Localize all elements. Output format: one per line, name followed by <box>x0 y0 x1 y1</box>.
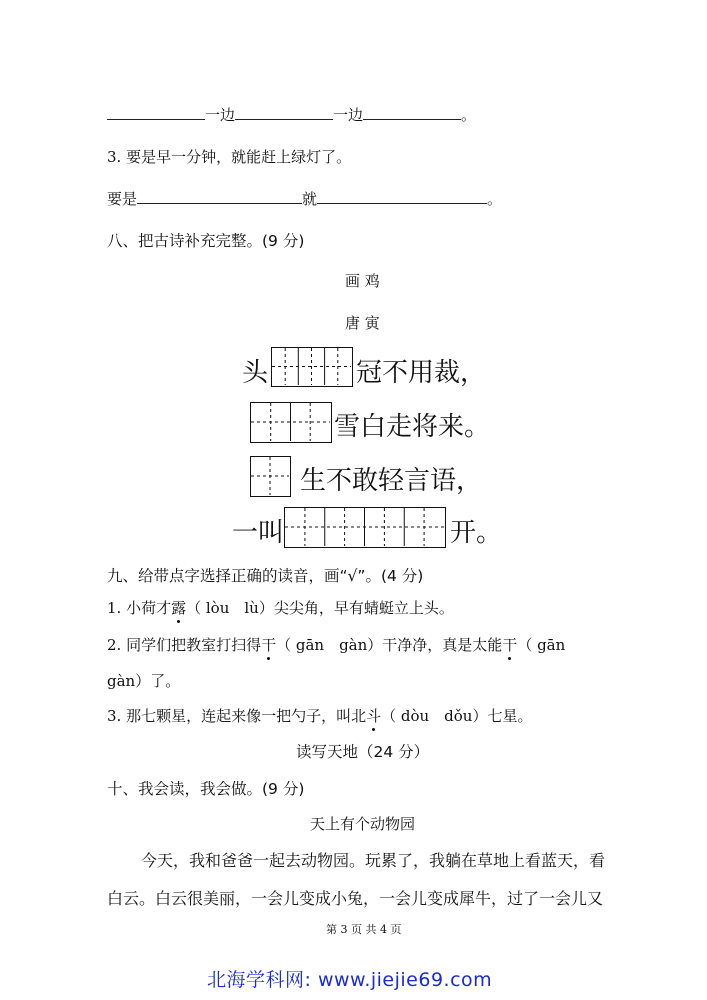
answer-blank[interactable] <box>107 105 205 120</box>
poem-line2-post: 雪白走将来。 <box>334 412 491 442</box>
q7-item3-answer: 要是 就 。 <box>107 190 503 208</box>
poem-grid-2[interactable] <box>250 402 332 443</box>
q9-item1: 1. 小荷才露（ lòu lù）尖尖角，早有蜻蜓立上头。 <box>107 599 454 617</box>
answer-blank[interactable] <box>363 105 461 120</box>
q7-line2: 一边 一边 。 <box>107 104 476 125</box>
dotted-char: 斗 <box>366 707 382 725</box>
poem-grid-4[interactable] <box>284 507 446 548</box>
passage-para2: 白云。白云很美丽，一会儿变成小兔，一会儿变成犀牛，过了一会儿又 <box>107 889 604 908</box>
dotted-char: 干 <box>261 636 277 654</box>
poem-line1-pre: 头 <box>242 358 269 388</box>
poem-grid-3[interactable] <box>271 347 353 387</box>
poem-line3-post: 生不敢轻言语， <box>300 466 483 496</box>
q10-heading: 十、我会读，我会做。(9 分) <box>107 780 305 798</box>
q9-heading: 九、给带点字选择正确的读音，画“√”。(4 分) <box>107 567 424 585</box>
dotted-char: 干 <box>502 636 518 654</box>
poem-line1-post: 冠不用裁， <box>356 358 487 388</box>
dotted-char: 露 <box>171 599 187 617</box>
answer-blank[interactable] <box>235 105 333 120</box>
passage-title: 天上有个动物园 <box>310 815 416 833</box>
poem-line4-post: 开。 <box>450 518 503 548</box>
q7-item3: 3. 要是早一分钟，就能赶上绿灯了。 <box>107 148 352 166</box>
section-title: 读写天地（24 分） <box>296 743 430 761</box>
q9-item2-cont: gàn）了。 <box>107 672 181 690</box>
page-number: 第 3 页 共 4 页 <box>326 923 402 936</box>
answer-blank[interactable] <box>137 189 302 204</box>
poem-author: 唐 寅 <box>345 314 380 332</box>
poem-grid-1[interactable] <box>250 456 291 497</box>
passage-para1: 今天，我和爸爸一起去动物园。玩累了，我躺在草地上看蓝天，看 <box>141 851 606 870</box>
poem-line4-pre: 一叫 <box>232 518 285 548</box>
q9-item3: 3. 那七颗星，连起来像一把勺子，叫北斗（ dòu dǒu）七星。 <box>107 707 533 725</box>
site-watermark[interactable]: 北海学科网: www.jiejie69.com <box>207 969 493 991</box>
answer-blank[interactable] <box>317 189 487 204</box>
q9-item2: 2. 同学们把教室打扫得干（ gān gàn）干净净，真是太能干（ gān <box>107 636 566 654</box>
poem-title: 画 鸡 <box>345 272 380 290</box>
q8-heading: 八、把古诗补充完整。(9 分) <box>107 232 305 250</box>
